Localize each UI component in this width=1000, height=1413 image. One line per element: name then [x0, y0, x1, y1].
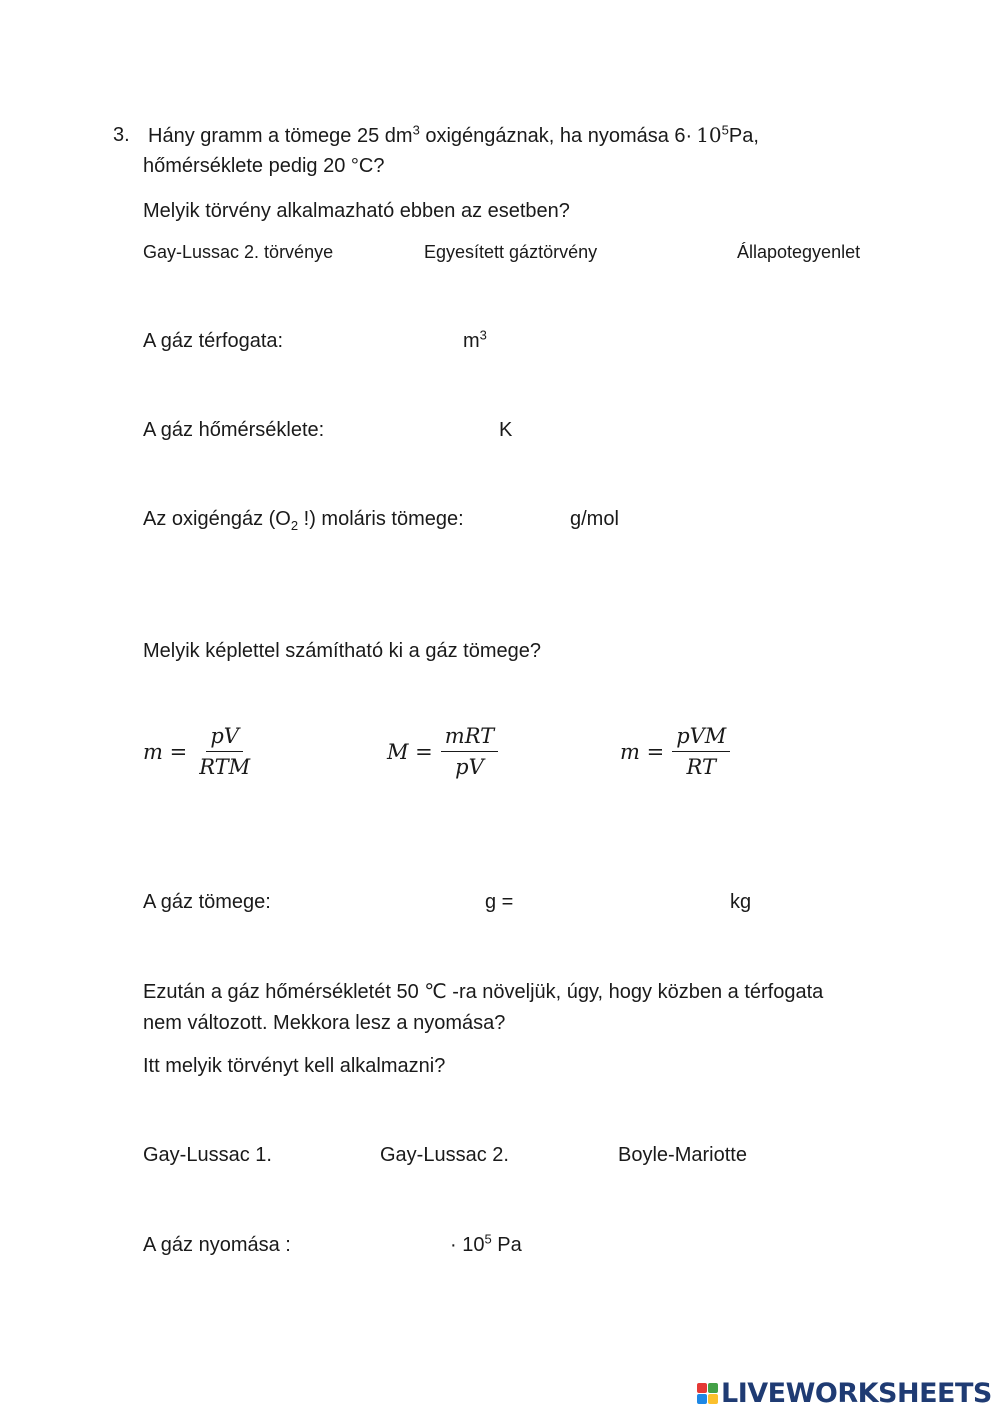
molar-mass-label-b: !) moláris tömege:	[298, 508, 464, 530]
mass-unit-kilograms: kg	[730, 891, 752, 913]
volume-label: A gáz térfogata:	[143, 330, 284, 352]
followup-line-1: Ezután a gáz hőmérsékletét 50 ℃ -ra növeljük, úgy, hogy közben a térfogata	[143, 981, 824, 1003]
molar-mass-label	[143, 507, 464, 531]
volume-unit-base: m	[463, 330, 480, 352]
question-text-a: Hány gramm a tömege 25 dm	[148, 125, 413, 147]
volume-unit-exponent: 3	[479, 327, 487, 343]
question-line-1	[148, 123, 759, 148]
question-line-2: hőmérséklete pedig 20 °C?	[143, 155, 385, 177]
question-power-base: 10	[696, 123, 722, 147]
formula-1-denominator: RTM	[199, 755, 251, 779]
liveworksheets-logo-text: LIVEWORKSHEETS	[721, 1378, 992, 1409]
liveworksheets-logo	[697, 1378, 992, 1409]
formula-3-denominator: RT	[686, 755, 716, 779]
law-option-boyle-mariotte[interactable]: Boyle-Mariotte	[618, 1144, 747, 1166]
pressure-unit-exponent: 5	[484, 1231, 492, 1247]
question-number: 3.	[113, 124, 130, 146]
molar-mass-label-a: Az oxigéngáz (O	[143, 508, 291, 530]
logo-square-green	[708, 1383, 718, 1393]
question-dm-exponent: 3	[412, 122, 420, 138]
formula-3-fraction	[672, 724, 730, 779]
formula-1-numerator: pV	[206, 724, 243, 752]
law-option-gay-lussac-1[interactable]: Gay-Lussac 1.	[143, 1144, 272, 1166]
mass-unit-grams: g =	[485, 891, 514, 913]
pressure-label: A gáz nyomása :	[143, 1234, 291, 1256]
formula-option-3[interactable]	[620, 724, 730, 779]
logo-square-yellow	[708, 1394, 718, 1404]
formula-1-lhs: m =	[143, 739, 188, 764]
formula-1-fraction	[195, 724, 254, 779]
formula-3-lhs: m =	[620, 739, 665, 764]
formula-option-1[interactable]	[143, 724, 254, 779]
law-question: Melyik törvény alkalmazható ebben az esetben?	[143, 200, 570, 222]
law-option-gay-lussac-2b[interactable]: Gay-Lussac 2.	[380, 1144, 509, 1166]
law-option-equation-of-state[interactable]: Állapotegyenlet	[737, 242, 861, 262]
molar-mass-subscript: 2	[290, 518, 299, 533]
question-power-exponent: 5	[721, 122, 729, 138]
temperature-unit: K	[499, 419, 513, 441]
volume-unit	[463, 329, 487, 353]
logo-square-blue	[697, 1394, 707, 1404]
law-option-gay-lussac-2[interactable]: Gay-Lussac 2. törvénye	[143, 242, 334, 262]
formula-2-denominator: pV	[455, 755, 484, 779]
pressure-unit	[450, 1233, 522, 1257]
mass-label: A gáz tömege:	[143, 891, 271, 913]
liveworksheets-logo-icon	[697, 1383, 718, 1404]
question-text-b: oxigéngáznak, ha nyomása 6·	[419, 125, 693, 147]
temperature-label: A gáz hőmérséklete:	[143, 419, 325, 441]
formula-2-lhs: M =	[387, 739, 433, 764]
logo-square-red	[697, 1383, 707, 1393]
formula-option-2[interactable]	[387, 724, 498, 779]
pressure-unit-a: · 10	[450, 1234, 485, 1256]
formula-2-numerator: mRT	[441, 724, 498, 752]
formula-3-numerator: pVM	[672, 724, 730, 752]
molar-mass-unit: g/mol	[570, 508, 619, 530]
followup-line-2: nem változott. Mekkora lesz a nyomása?	[143, 1012, 506, 1034]
formula-2-fraction	[441, 724, 498, 779]
formula-question: Melyik képlettel számítható ki a gáz tömege?	[143, 640, 541, 662]
followup-law-question: Itt melyik törvényt kell alkalmazni?	[143, 1055, 446, 1077]
pressure-unit-b: Pa	[491, 1234, 522, 1256]
law-option-combined-gas-law[interactable]: Egyesített gáztörvény	[424, 242, 598, 262]
question-pressure-unit: Pa,	[728, 125, 759, 147]
